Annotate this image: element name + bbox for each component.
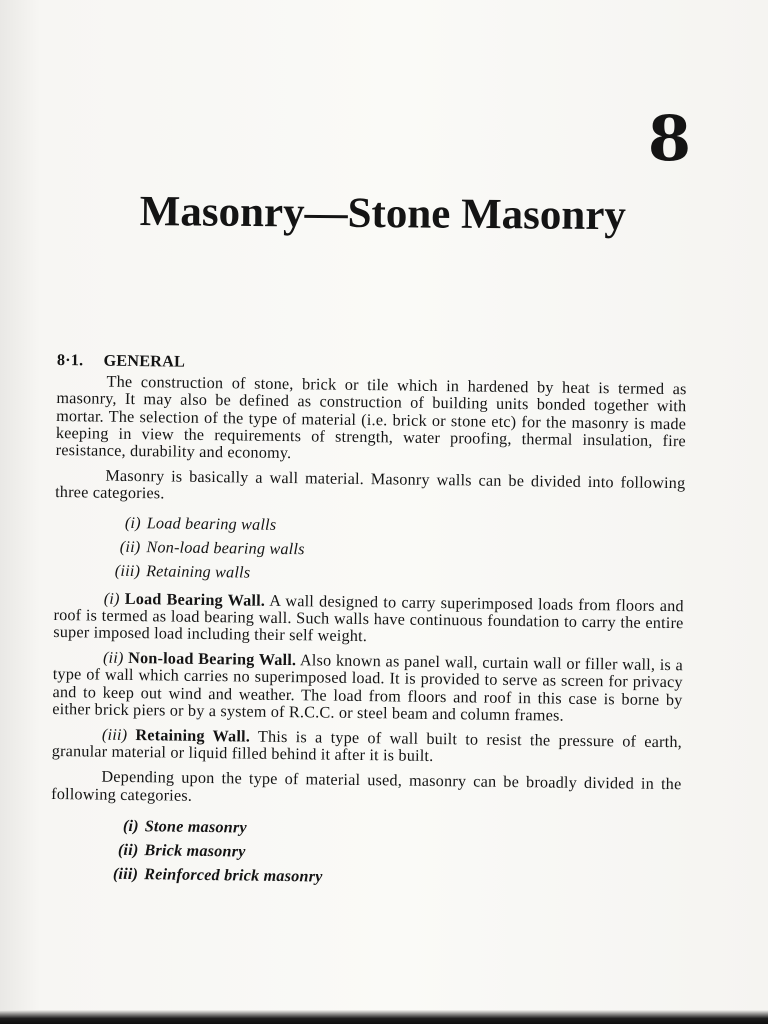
definition-load-bearing: (i) Load Bearing Wall. A wall designed to carry superimposed loads from floors and roof is termed as load bearing wall. Such walls have continuous foundation to carry the entire super imposed load including their self weight. — [53, 589, 684, 646]
chapter-title: Masonry—Stone Masonry — [139, 188, 627, 240]
material-categories-list — [50, 813, 681, 893]
section-title: GENERAL — [103, 351, 186, 371]
list-item: (iii) Retaining walls — [114, 561, 251, 582]
list-item: (ii) Brick masonry — [117, 840, 246, 861]
section-number: 8·1. — [56, 351, 84, 370]
chapter-number: 8 — [647, 102, 690, 175]
walls-intro-paragraph: Masonry is basically a wall material. Masonry walls can be divided into following three categories. — [55, 466, 686, 503]
intro-paragraph: The construction of stone, brick or tile which in hardened by heat is termed as masonry, It may also be defined as construction of building units bonded together with mortar. The selection of the type of material (i.e. brick or stone etc) for the masonry is made keeping in view the requirements of strength, water proofing, thermal insulation, fire resistance, durability and economy. — [55, 372, 687, 463]
definition-non-load-bearing: (ii) Non-load Bearing Wall. Also known as panel wall, curtain wall or filler wall, is a type of wall which carries no superimposed load. It is provided to serve as screen for privacy and to keep out wind and weather. The load from floors and roof in this case is borne by either brick piers or by a system of R.C.C. or steel beam and column frames. — [52, 648, 684, 725]
definition-retaining-wall: (iii) Retaining Wall. This is a type of wall built to resist the pressure of earth, granular material or liquid filled behind it after it is built. — [51, 725, 683, 766]
list-item: (ii) Non-load bearing walls — [119, 537, 305, 558]
materials-intro-paragraph: Depending upon the type of material used, masonry can be broadly divided in the following categories. — [51, 768, 682, 805]
wall-categories-list — [54, 510, 685, 590]
list-item: (i) Stone masonry — [122, 816, 247, 837]
page-bottom-shadow — [0, 1010, 768, 1024]
page-body — [50, 352, 687, 901]
list-item: (i) Load bearing walls — [124, 513, 277, 534]
list-item: (iii) Reinforced brick masonry — [112, 864, 323, 886]
